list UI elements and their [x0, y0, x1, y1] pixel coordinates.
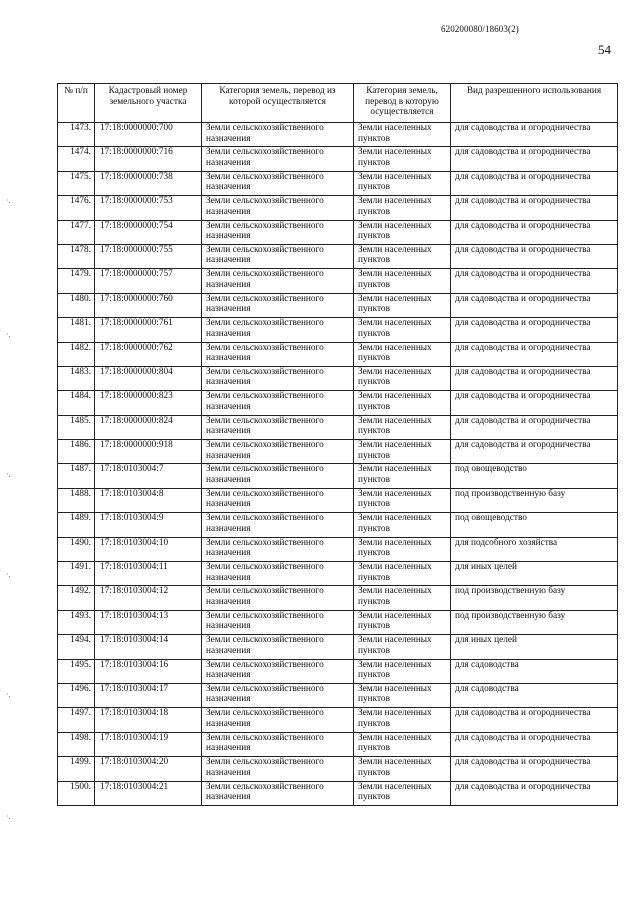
category-to-cell: Земли населенных пунктов [354, 659, 451, 683]
cadastral-number-cell: 17:18:0103004:17 [95, 683, 202, 707]
category-to-cell: Земли населенных пунктов [354, 757, 451, 781]
table-row [58, 708, 618, 732]
row-number-cell: 1500. [58, 781, 95, 805]
category-to-cell: Земли населенных пунктов [354, 537, 451, 561]
category-to-cell: Земли населенных пунктов [354, 196, 451, 220]
row-number-cell: 1486. [58, 440, 95, 464]
table-row [58, 171, 618, 195]
cadastral-number-cell: 17:18:0000000:804 [95, 366, 202, 390]
category-to-cell: Земли населенных пунктов [354, 562, 451, 586]
row-number-cell: 1490. [58, 537, 95, 561]
row-number-cell: 1482. [58, 342, 95, 366]
row-number-cell: 1491. [58, 562, 95, 586]
cadastral-number-cell: 17:18:0000000:762 [95, 342, 202, 366]
permitted-use-cell: для садоводства и огородничества [451, 366, 618, 390]
table-row [58, 781, 618, 805]
cadastral-number-cell: 17:18:0103004:10 [95, 537, 202, 561]
category-from-cell: Земли сельскохозяйственного назначения [202, 781, 354, 805]
row-number-cell: 1489. [58, 513, 95, 537]
table-row [58, 732, 618, 756]
category-to-cell: Земли населенных пунктов [354, 342, 451, 366]
cadastral-number-cell: 17:18:0103004:8 [95, 488, 202, 512]
table-row [58, 562, 618, 586]
permitted-use-cell: для садоводства и огородничества [451, 415, 618, 439]
permitted-use-cell: для садоводства и огородничества [451, 269, 618, 293]
row-number-cell: 1499. [58, 757, 95, 781]
permitted-use-cell: для иных целей [451, 562, 618, 586]
permitted-use-cell: для садоводства и огородничества [451, 781, 618, 805]
row-number-cell: 1483. [58, 366, 95, 390]
permitted-use-cell: для садоводства и огородничества [451, 293, 618, 317]
table-row [58, 440, 618, 464]
permitted-use-cell: для садоводства и огородничества [451, 757, 618, 781]
scan-artifact: ·. [6, 330, 11, 339]
permitted-use-cell: для иных целей [451, 635, 618, 659]
table-row [58, 659, 618, 683]
category-to-cell: Земли населенных пунктов [354, 318, 451, 342]
cadastral-number-cell: 17:18:0103004:13 [95, 610, 202, 634]
page-number: 54 [598, 42, 611, 57]
cadastral-number-cell: 17:18:0000000:753 [95, 196, 202, 220]
category-to-cell: Земли населенных пунктов [354, 123, 451, 147]
cadastral-number-cell: 17:18:0103004:9 [95, 513, 202, 537]
category-to-cell: Земли населенных пунктов [354, 415, 451, 439]
category-from-cell: Земли сельскохозяйственного назначения [202, 244, 354, 268]
table-row [58, 269, 618, 293]
permitted-use-cell: для садоводства и огородничества [451, 342, 618, 366]
permitted-use-cell: для садоводства и огородничества [451, 147, 618, 171]
cadastral-number-cell: 17:18:0000000:824 [95, 415, 202, 439]
category-from-cell: Земли сельскохозяйственного назначения [202, 513, 354, 537]
category-to-cell: Земли населенных пунктов [354, 293, 451, 317]
table-row [58, 415, 618, 439]
category-to-cell: Земли населенных пунктов [354, 781, 451, 805]
permitted-use-cell: для садоводства и огородничества [451, 391, 618, 415]
table-row [58, 464, 618, 488]
row-number-cell: 1475. [58, 171, 95, 195]
permitted-use-cell: для подсобного хозяйства [451, 537, 618, 561]
scan-artifact: ·. [6, 470, 11, 479]
category-to-cell: Земли населенных пунктов [354, 171, 451, 195]
table-body [58, 123, 618, 806]
category-to-cell: Земли населенных пунктов [354, 440, 451, 464]
cadastral-number-cell: 17:18:0000000:761 [95, 318, 202, 342]
header-permitted-use: Вид разрешенного использования [451, 84, 618, 123]
cadastral-number-cell: 17:18:0000000:757 [95, 269, 202, 293]
cadastral-number-cell: 17:18:0103004:14 [95, 635, 202, 659]
row-number-cell: 1496. [58, 683, 95, 707]
table-row [58, 683, 618, 707]
category-from-cell: Земли сельскохозяйственного назначения [202, 586, 354, 610]
row-number-cell: 1492. [58, 586, 95, 610]
row-number-cell: 1476. [58, 196, 95, 220]
row-number-cell: 1494. [58, 635, 95, 659]
category-from-cell: Земли сельскохозяйственного назначения [202, 683, 354, 707]
header-number: № п/п [58, 84, 95, 123]
permitted-use-cell: для садоводства и огородничества [451, 732, 618, 756]
category-from-cell: Земли сельскохозяйственного назначения [202, 196, 354, 220]
permitted-use-cell: для садоводства и огородничества [451, 220, 618, 244]
category-from-cell: Земли сельскохозяйственного назначения [202, 464, 354, 488]
category-from-cell: Земли сельскохозяйственного назначения [202, 537, 354, 561]
table-row [58, 635, 618, 659]
category-to-cell: Земли населенных пунктов [354, 366, 451, 390]
cadastral-number-cell: 17:18:0000000:755 [95, 244, 202, 268]
permitted-use-cell: под производственную базу [451, 586, 618, 610]
cadastral-number-cell: 17:18:0000000:716 [95, 147, 202, 171]
category-from-cell: Земли сельскохозяйственного назначения [202, 708, 354, 732]
permitted-use-cell: под овощеводство [451, 464, 618, 488]
permitted-use-cell: для садоводства и огородничества [451, 171, 618, 195]
cadastral-number-cell: 17:18:0000000:760 [95, 293, 202, 317]
row-number-cell: 1495. [58, 659, 95, 683]
row-number-cell: 1484. [58, 391, 95, 415]
permitted-use-cell: под овощеводство [451, 513, 618, 537]
table-row [58, 586, 618, 610]
category-to-cell: Земли населенных пунктов [354, 732, 451, 756]
table-header-row [58, 84, 618, 123]
row-number-cell: 1498. [58, 732, 95, 756]
scan-artifact: ·. [6, 690, 11, 699]
category-from-cell: Земли сельскохозяйственного назначения [202, 635, 354, 659]
category-to-cell: Земли населенных пунктов [354, 220, 451, 244]
table-row [58, 391, 618, 415]
cadastral-number-cell: 17:18:0103004:16 [95, 659, 202, 683]
cadastral-number-cell: 17:18:0103004:11 [95, 562, 202, 586]
category-from-cell: Земли сельскохозяйственного назначения [202, 171, 354, 195]
category-from-cell: Земли сельскохозяйственного назначения [202, 732, 354, 756]
row-number-cell: 1473. [58, 123, 95, 147]
row-number-cell: 1485. [58, 415, 95, 439]
row-number-cell: 1488. [58, 488, 95, 512]
permitted-use-cell: для садоводства и огородничества [451, 123, 618, 147]
cadastral-number-cell: 17:18:0103004:19 [95, 732, 202, 756]
permitted-use-cell: для садоводства [451, 659, 618, 683]
table-row [58, 537, 618, 561]
category-to-cell: Земли населенных пунктов [354, 513, 451, 537]
category-from-cell: Земли сельскохозяйственного назначения [202, 342, 354, 366]
category-from-cell: Земли сельскохозяйственного назначения [202, 147, 354, 171]
table-row [58, 342, 618, 366]
category-from-cell: Земли сельскохозяйственного назначения [202, 610, 354, 634]
cadastral-number-cell: 17:18:0103004:7 [95, 464, 202, 488]
category-to-cell: Земли населенных пунктов [354, 147, 451, 171]
category-from-cell: Земли сельскохозяйственного назначения [202, 293, 354, 317]
category-to-cell: Земли населенных пунктов [354, 683, 451, 707]
cadastral-number-cell: 17:18:0000000:918 [95, 440, 202, 464]
row-number-cell: 1493. [58, 610, 95, 634]
permitted-use-cell: для садоводства и огородничества [451, 244, 618, 268]
cadastral-number-cell: 17:18:0000000:823 [95, 391, 202, 415]
category-from-cell: Земли сельскохозяйственного назначения [202, 659, 354, 683]
header-cadastral-number: Кадастровый номер земельного участка [95, 84, 202, 123]
cadastral-number-cell: 17:18:0000000:700 [95, 123, 202, 147]
category-from-cell: Земли сельскохозяйственного назначения [202, 440, 354, 464]
category-from-cell: Земли сельскохозяйственного назначения [202, 757, 354, 781]
category-from-cell: Земли сельскохозяйственного назначения [202, 562, 354, 586]
cadastral-number-cell: 17:18:0000000:738 [95, 171, 202, 195]
category-to-cell: Земли населенных пунктов [354, 708, 451, 732]
category-to-cell: Земли населенных пунктов [354, 269, 451, 293]
category-from-cell: Земли сельскохозяйственного назначения [202, 488, 354, 512]
permitted-use-cell: для садоводства и огородничества [451, 196, 618, 220]
permitted-use-cell: для садоводства и огородничества [451, 708, 618, 732]
permitted-use-cell: под производственную базу [451, 488, 618, 512]
category-to-cell: Земли населенных пунктов [354, 244, 451, 268]
cadastral-number-cell: 17:18:0103004:18 [95, 708, 202, 732]
table-row [58, 366, 618, 390]
row-number-cell: 1477. [58, 220, 95, 244]
header-category-from: Категория земель, перевод из которой осуществляется [202, 84, 354, 123]
scan-artifact: ·. [6, 812, 11, 821]
category-to-cell: Земли населенных пунктов [354, 464, 451, 488]
header-category-to: Категория земель, перевод в которую осуществляется [354, 84, 451, 123]
table-row [58, 610, 618, 634]
table-row [58, 757, 618, 781]
row-number-cell: 1480. [58, 293, 95, 317]
row-number-cell: 1481. [58, 318, 95, 342]
row-number-cell: 1474. [58, 147, 95, 171]
category-to-cell: Земли населенных пунктов [354, 586, 451, 610]
table-row [58, 293, 618, 317]
category-to-cell: Земли населенных пунктов [354, 610, 451, 634]
row-number-cell: 1497. [58, 708, 95, 732]
row-number-cell: 1487. [58, 464, 95, 488]
permitted-use-cell: под производственную базу [451, 610, 618, 634]
category-from-cell: Земли сельскохозяйственного назначения [202, 123, 354, 147]
category-from-cell: Земли сельскохозяйственного назначения [202, 415, 354, 439]
table-row [58, 244, 618, 268]
table-row [58, 147, 618, 171]
cadastral-number-cell: 17:18:0103004:20 [95, 757, 202, 781]
land-plots-table [57, 83, 618, 806]
table-row [58, 513, 618, 537]
permitted-use-cell: для садоводства [451, 683, 618, 707]
cadastral-number-cell: 17:18:0000000:754 [95, 220, 202, 244]
table-row [58, 488, 618, 512]
table-row [58, 220, 618, 244]
category-from-cell: Земли сельскохозяйственного назначения [202, 366, 354, 390]
permitted-use-cell: для садоводства и огородничества [451, 440, 618, 464]
table-row [58, 318, 618, 342]
category-to-cell: Земли населенных пунктов [354, 635, 451, 659]
document-code: 620200080/18603(2) [441, 24, 519, 34]
category-from-cell: Земли сельскохозяйственного назначения [202, 391, 354, 415]
category-from-cell: Земли сельскохозяйственного назначения [202, 269, 354, 293]
scan-artifact: ·. [6, 196, 11, 205]
row-number-cell: 1479. [58, 269, 95, 293]
table-row [58, 123, 618, 147]
table-row [58, 196, 618, 220]
category-to-cell: Земли населенных пунктов [354, 391, 451, 415]
row-number-cell: 1478. [58, 244, 95, 268]
category-to-cell: Земли населенных пунктов [354, 488, 451, 512]
scan-artifact: ·. [6, 570, 11, 579]
category-from-cell: Земли сельскохозяйственного назначения [202, 318, 354, 342]
cadastral-number-cell: 17:18:0103004:21 [95, 781, 202, 805]
permitted-use-cell: для садоводства и огородничества [451, 318, 618, 342]
category-from-cell: Земли сельскохозяйственного назначения [202, 220, 354, 244]
cadastral-number-cell: 17:18:0103004:12 [95, 586, 202, 610]
